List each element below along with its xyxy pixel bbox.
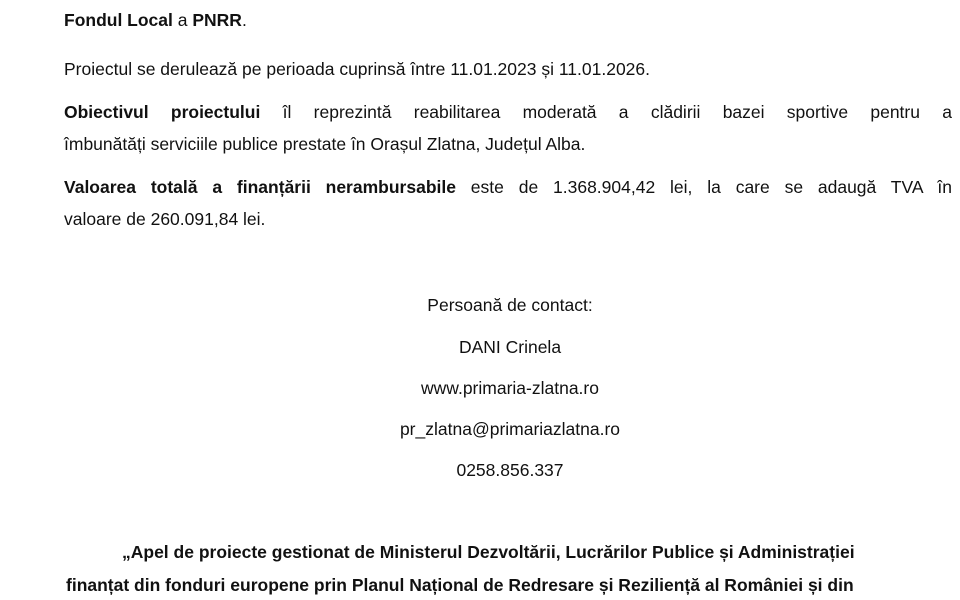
footer-line-1: „Apel de proiecte gestionat de Ministerul Dezvoltării, Lucrărilor Publice și Administrației — [122, 542, 855, 562]
funding-period-dot: . — [241, 10, 247, 30]
value-line-2: valoare de 260.091,84 lei. — [64, 209, 266, 229]
project-period: Proiectul se derulează pe perioada cuprinsă între 11.01.2023 și 11.01.2026. — [64, 59, 651, 79]
funding-sources-line — [64, 9, 952, 31]
contact-website: www.primaria-zlatna.ro — [421, 378, 599, 398]
pnrr-label: PNRR — [192, 10, 242, 30]
objective-label: Obiectivul proiectului — [64, 102, 261, 122]
value-line-1 — [64, 176, 952, 198]
value-label: Valoarea totală a finanțării nerambursabile — [64, 177, 456, 197]
local-fund-label: Fondul Local — [64, 10, 173, 30]
contact-email: pr_zlatna@primariazlatna.ro — [399, 419, 621, 439]
funding-connector: a — [172, 10, 193, 30]
contact-phone: 0258.856.337 — [456, 460, 564, 480]
objective-line-2: îmbunătăți serviciile publice prestate în Orașul Zlatna, Județul Alba. — [64, 134, 586, 154]
contact-heading: Persoană de contact: — [427, 295, 593, 315]
footer-line-2: finanțat din fonduri europene prin Planul Național de Redresare și Reziliență al României și din — [66, 575, 854, 595]
value-text-1: este de 1.368.904,42 lei, la care se adaugă TVA în — [455, 177, 952, 197]
objective-text-1: îl reprezintă reabilitarea moderată a clădirii bazei sportive pentru a — [260, 102, 952, 122]
contact-name: DANI Crinela — [458, 337, 562, 357]
objective-line-1 — [64, 101, 952, 123]
